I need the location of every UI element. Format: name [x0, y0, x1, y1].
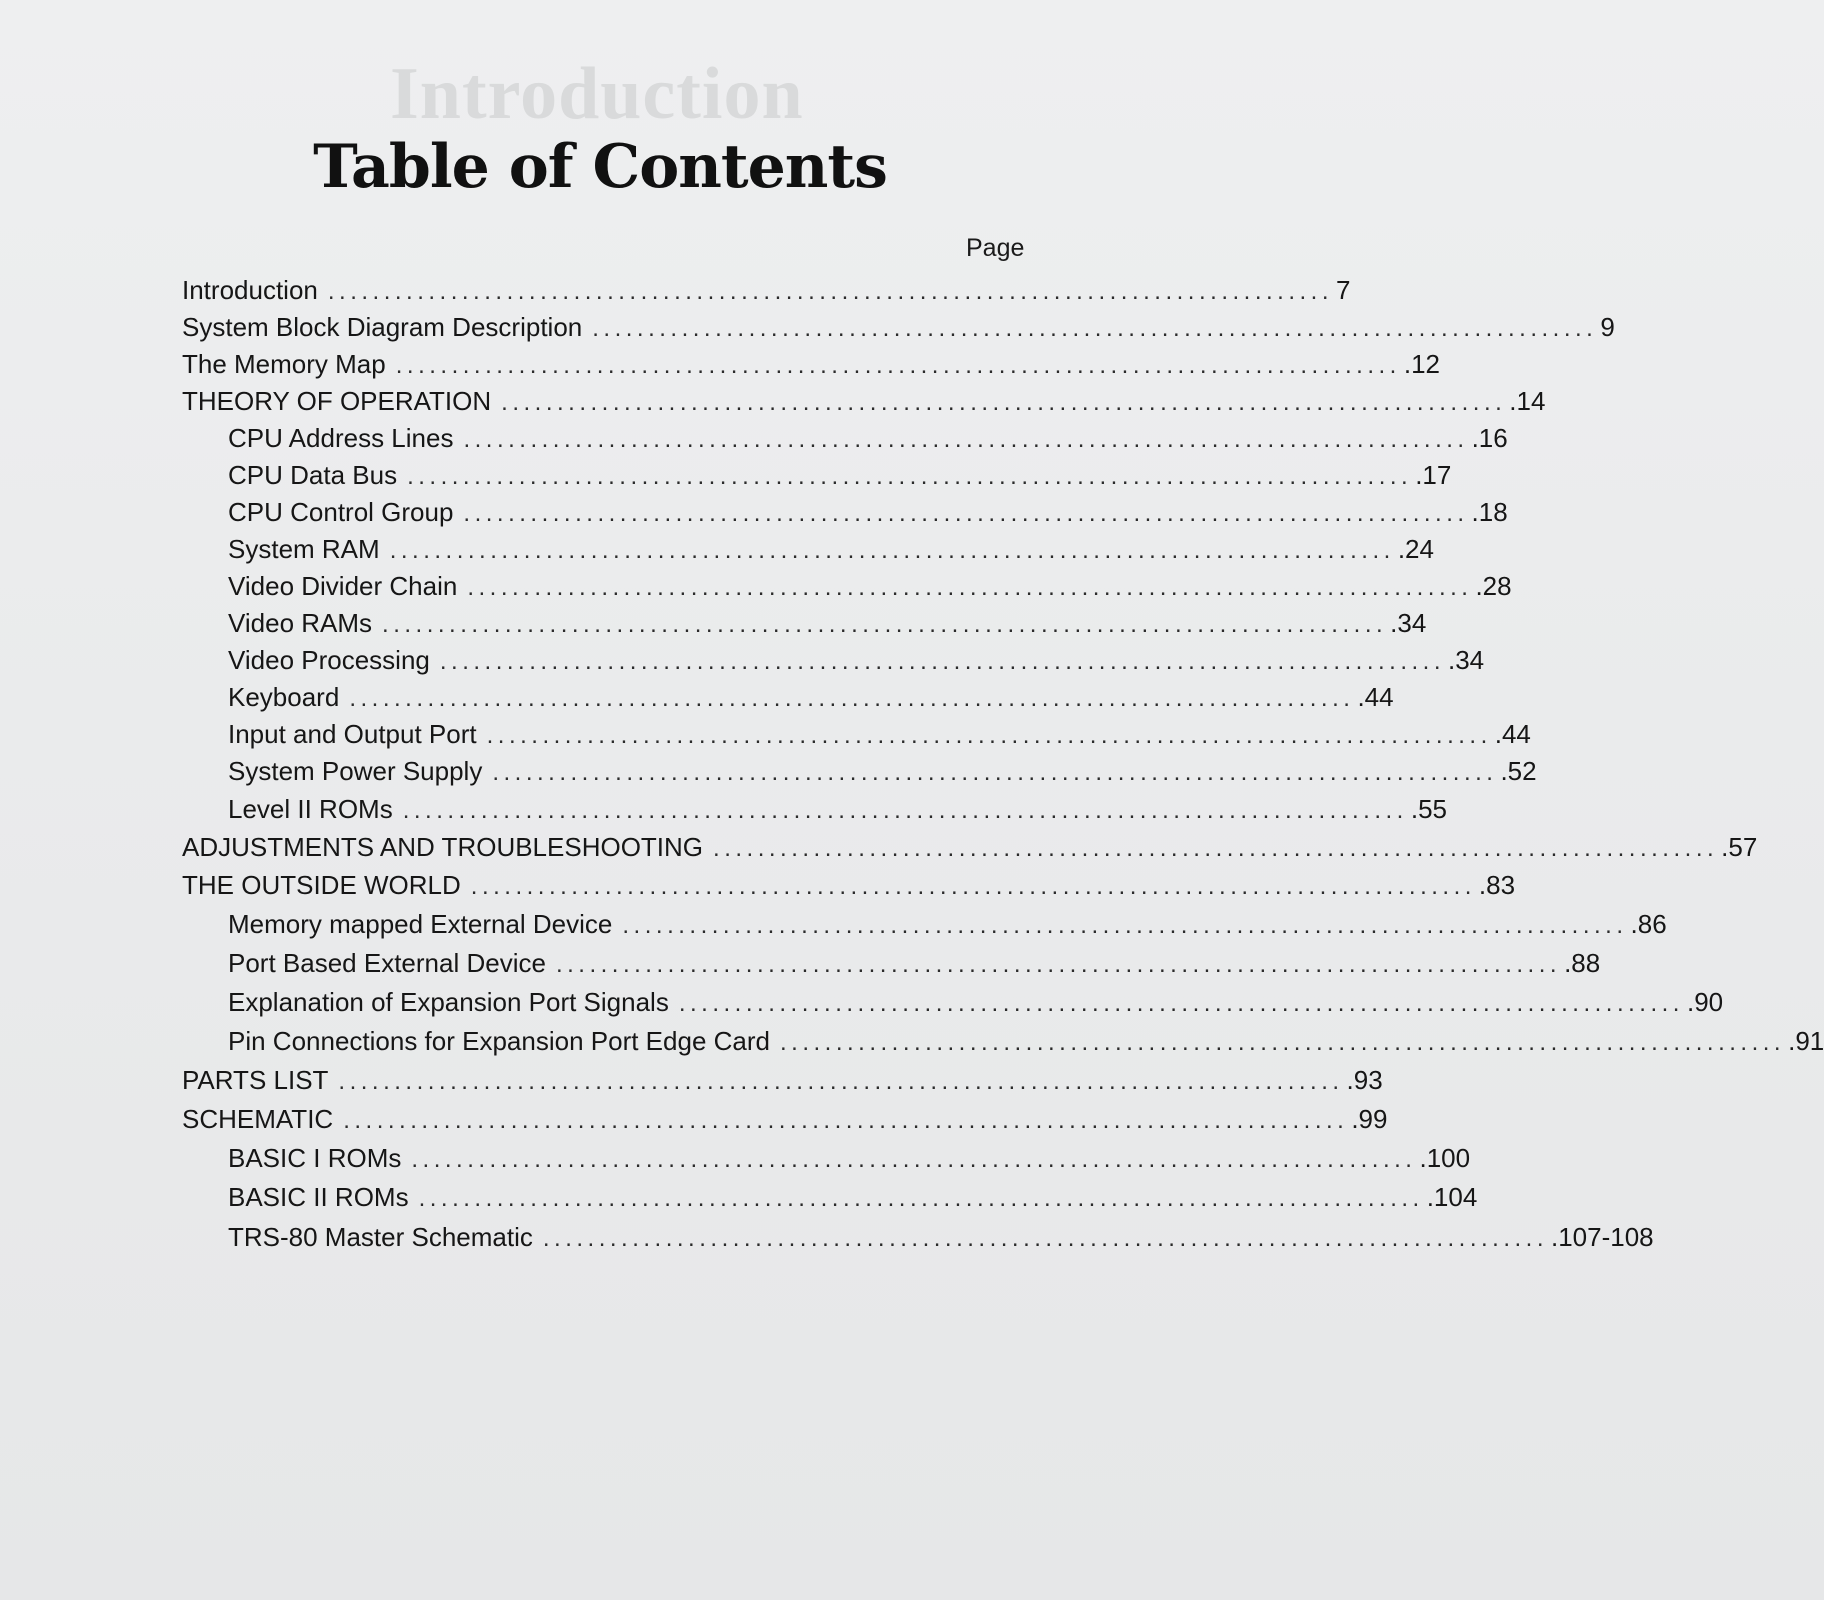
- toc-entry: [228, 1181, 1478, 1213]
- toc-entry-label: Introduction: [182, 275, 318, 305]
- toc-entry: [228, 793, 1447, 825]
- toc-entry: [228, 422, 1508, 454]
- toc-entry: [228, 533, 1434, 565]
- toc-entry-page: .14: [1509, 386, 1546, 416]
- toc-entry-page: .44: [1357, 682, 1394, 712]
- dot-leader: ..........................................................................................: [382, 611, 1388, 638]
- dot-leader: ..........................................................................................: [439, 648, 1445, 675]
- dot-leader: ..........................................................................................: [411, 1146, 1417, 1173]
- toc-entry-label: System Block Diagram Description: [182, 312, 583, 342]
- toc-entry-label: THE OUTSIDE WORLD: [182, 870, 461, 900]
- toc-entry-page: .100: [1419, 1143, 1471, 1173]
- toc-entry: [182, 1103, 1388, 1135]
- toc-entry: [182, 311, 1615, 343]
- toc-entry-label: CPU Address Lines: [228, 423, 454, 453]
- toc-entry-page: .16: [1471, 423, 1508, 453]
- dot-leader: ..........................................................................................: [418, 1185, 1424, 1212]
- toc-entry-page: .55: [1410, 794, 1447, 824]
- toc-entry-label: Video Processing: [228, 645, 430, 675]
- toc-entry: [228, 1142, 1471, 1174]
- toc-entry-page: .107-108: [1551, 1222, 1654, 1252]
- dot-leader: ..........................................................................................: [470, 873, 1476, 900]
- toc-entry: [228, 681, 1394, 713]
- toc-entry: [182, 869, 1516, 901]
- dot-leader: ..........................................................................................: [492, 759, 1498, 786]
- toc-entry-page: .18: [1471, 497, 1508, 527]
- dot-leader: ..........................................................................................: [622, 912, 1628, 939]
- toc-entry-page: .104: [1426, 1182, 1478, 1212]
- toc-entry-label: Port Based External Device: [228, 948, 546, 978]
- toc-entry: [228, 908, 1667, 940]
- toc-entry-page: .93: [1346, 1065, 1383, 1095]
- dot-leader: ..........................................................................................: [327, 278, 1333, 305]
- toc-entry: [182, 348, 1441, 380]
- dot-leader: ..........................................................................................: [395, 352, 1401, 379]
- toc-entry-label: CPU Data Bus: [228, 460, 398, 490]
- toc-entry-page: .86: [1630, 909, 1667, 939]
- page-title: Table of Contents: [313, 132, 887, 202]
- toc-entry-page: .90: [1686, 987, 1724, 1017]
- toc-entry-label: ADJUSTMENTS AND TROUBLESHOOTING: [182, 832, 704, 862]
- dot-leader: ..........................................................................................: [678, 990, 1684, 1017]
- toc-entry-page: .28: [1475, 571, 1512, 601]
- toc-entry-page: .88: [1564, 948, 1601, 978]
- toc-entry-page: .17: [1415, 460, 1452, 490]
- toc-entry-label: CPU Control Group: [228, 497, 454, 527]
- dot-leader: ..........................................................................................: [338, 1068, 1344, 1095]
- dot-leader: ..........................................................................................: [343, 1107, 1349, 1134]
- toc-entry: [228, 1025, 1824, 1057]
- toc-entry-label: Video RAMs: [228, 608, 373, 638]
- dot-leader: ..........................................................................................: [542, 1225, 1548, 1252]
- toc-entry-label: System Power Supply: [228, 756, 483, 786]
- toc-entry-page: .83: [1478, 870, 1516, 900]
- page-column-header: Page: [966, 234, 1025, 262]
- dot-leader: ..........................................................................................: [402, 797, 1408, 824]
- toc-entry-label: Level II ROMs: [228, 794, 393, 824]
- dot-leader: ..........................................................................................: [713, 835, 1719, 862]
- dot-leader: ..........................................................................................: [592, 315, 1598, 342]
- dot-leader: ..........................................................................................: [389, 537, 1395, 564]
- toc-entry: [228, 570, 1512, 602]
- toc-entry: [182, 274, 1351, 306]
- toc-entry: [182, 1064, 1383, 1096]
- toc-entry: [228, 947, 1601, 979]
- toc-entry-page: .12: [1403, 349, 1441, 379]
- toc-entry-label: TRS-80 Master Schematic: [228, 1222, 533, 1252]
- dot-leader: ..........................................................................................: [349, 685, 1355, 712]
- toc-entry-page: 9: [1600, 312, 1615, 342]
- toc-entry: [182, 831, 1758, 863]
- dot-leader: ..........................................................................................: [501, 389, 1507, 416]
- toc-entry: [228, 459, 1452, 491]
- toc-entry: [228, 1221, 1654, 1253]
- toc-entry-label: The Memory Map: [182, 349, 386, 379]
- toc-entry-label: PARTS LIST: [182, 1065, 329, 1095]
- dot-leader: ..........................................................................................: [407, 463, 1413, 490]
- toc-entry: [228, 986, 1724, 1018]
- toc-entry-label: Explanation of Expansion Port Signals: [228, 987, 669, 1017]
- show-through-title: Introduction: [390, 53, 804, 135]
- toc-entry-page: .52: [1500, 756, 1537, 786]
- toc-entry-page: .99: [1351, 1104, 1388, 1134]
- toc-entry-page: .34: [1390, 608, 1427, 638]
- toc-entry-page: .57: [1721, 832, 1758, 862]
- dot-leader: ..........................................................................................: [555, 951, 1562, 978]
- toc-entry-label: SCHEMATIC: [182, 1104, 334, 1134]
- toc-entry-label: Keyboard: [228, 682, 340, 712]
- toc-entry-page: 7: [1336, 275, 1351, 305]
- toc-entry-label: THEORY OF OPERATION: [182, 386, 492, 416]
- dot-leader: ..........................................................................................: [486, 722, 1492, 749]
- toc-entry-label: Pin Connections for Expansion Port Edge Card: [228, 1026, 770, 1056]
- toc-entry: [182, 385, 1546, 417]
- toc-entry: [228, 718, 1531, 750]
- toc-entry: [228, 607, 1427, 639]
- dot-leader: ..........................................................................................: [779, 1029, 1786, 1056]
- toc-entry-label: Input and Output Port: [228, 719, 477, 749]
- toc-entry-label: Memory mapped External Device: [228, 909, 613, 939]
- toc-entry: [228, 755, 1537, 787]
- toc-entry-page: .91: [1788, 1026, 1824, 1056]
- toc-entry: [228, 644, 1485, 676]
- dot-leader: ..........................................................................................: [463, 426, 1469, 453]
- dot-leader: ..........................................................................................: [463, 500, 1469, 527]
- toc-entry-label: BASIC II ROMs: [228, 1182, 409, 1212]
- toc-entry-label: BASIC I ROMs: [228, 1143, 402, 1173]
- toc-entry-page: .24: [1397, 534, 1434, 564]
- toc-entry-page: .34: [1448, 645, 1485, 675]
- dot-leader: ..........................................................................................: [467, 574, 1473, 601]
- toc-entry-page: .44: [1494, 719, 1531, 749]
- toc-entry-label: Video Divider Chain: [228, 571, 458, 601]
- toc-entry: [228, 496, 1508, 528]
- toc-entry-label: System RAM: [228, 534, 380, 564]
